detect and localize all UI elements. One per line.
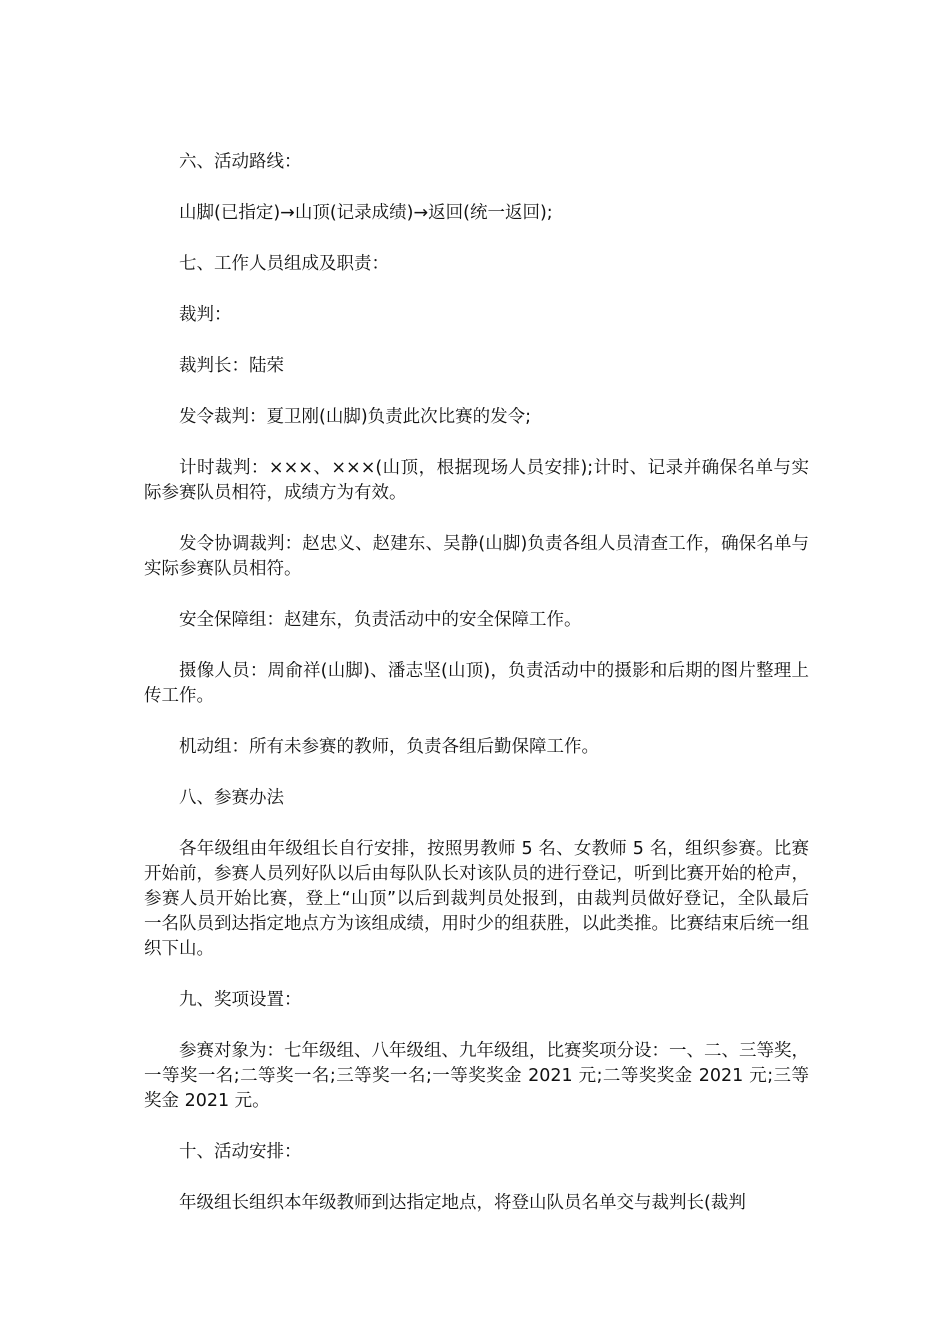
coordination-referee: 发令协调裁判：赵忠义、赵建东、吴静(山脚)负责各组人员清查工作，确保名单与实际参赛队员相符。 bbox=[144, 534, 809, 579]
starter-referee: 发令裁判：夏卫刚(山脚)负责此次比赛的发令; bbox=[179, 407, 532, 427]
camera-staff: 摄像人员：周俞祥(山脚)、潘志坚(山顶)，负责活动中的摄影和后期的图片整理上传工作。 bbox=[144, 661, 809, 706]
chief-referee: 裁判长：陆荣 bbox=[179, 356, 284, 376]
awards-text: 参赛对象为：七年级组、八年级组、九年级组，比赛奖项分设：一、二、三等奖，一等奖一名;二等奖一名;三等奖一名;一等奖奖金 2021 元;二等奖奖金 2021 元;三等奖金 2021 元。 bbox=[144, 1041, 809, 1111]
heading-route: 六、活动路线： bbox=[179, 152, 302, 172]
heading-awards: 九、奖项设置： bbox=[179, 990, 302, 1010]
method-text: 各年级组由年级组长自行安排，按照男教师 5 名、女教师 5 名，组织参赛。比赛开始前，参赛人员列好队以后由每队队长对该队员的进行登记，听到比赛开始的枪声，参赛人员开始比赛，登上“山顶”以后到裁判员处报到，由裁判员做好登记，全队最后一名队员到达指定地点方为该组成绩，用时少的组获胜，以此类推。比赛结束后统一组织下山。 bbox=[144, 839, 809, 959]
document-body bbox=[144, 150, 809, 1242]
mobile-group: 机动组：所有未参赛的教师，负责各组后勤保障工作。 bbox=[179, 737, 599, 757]
schedule-text: 年级组长组织本年级教师到达指定地点，将登山队员名单交与裁判长(裁判 bbox=[179, 1193, 746, 1213]
heading-staff: 七、工作人员组成及职责： bbox=[179, 254, 389, 274]
safety-group: 安全保障组：赵建东，负责活动中的安全保障工作。 bbox=[179, 610, 582, 630]
route-text: 山脚(已指定)→山顶(记录成绩)→返回(统一返回); bbox=[179, 203, 553, 223]
referees-label: 裁判： bbox=[179, 305, 232, 325]
heading-method: 八、参赛办法 bbox=[179, 788, 284, 808]
timing-referee: 计时裁判：×××、×××(山顶，根据现场人员安排);计时、记录并确保名单与实际参赛队员相符，成绩方为有效。 bbox=[144, 458, 809, 503]
heading-schedule: 十、活动安排： bbox=[179, 1142, 302, 1162]
